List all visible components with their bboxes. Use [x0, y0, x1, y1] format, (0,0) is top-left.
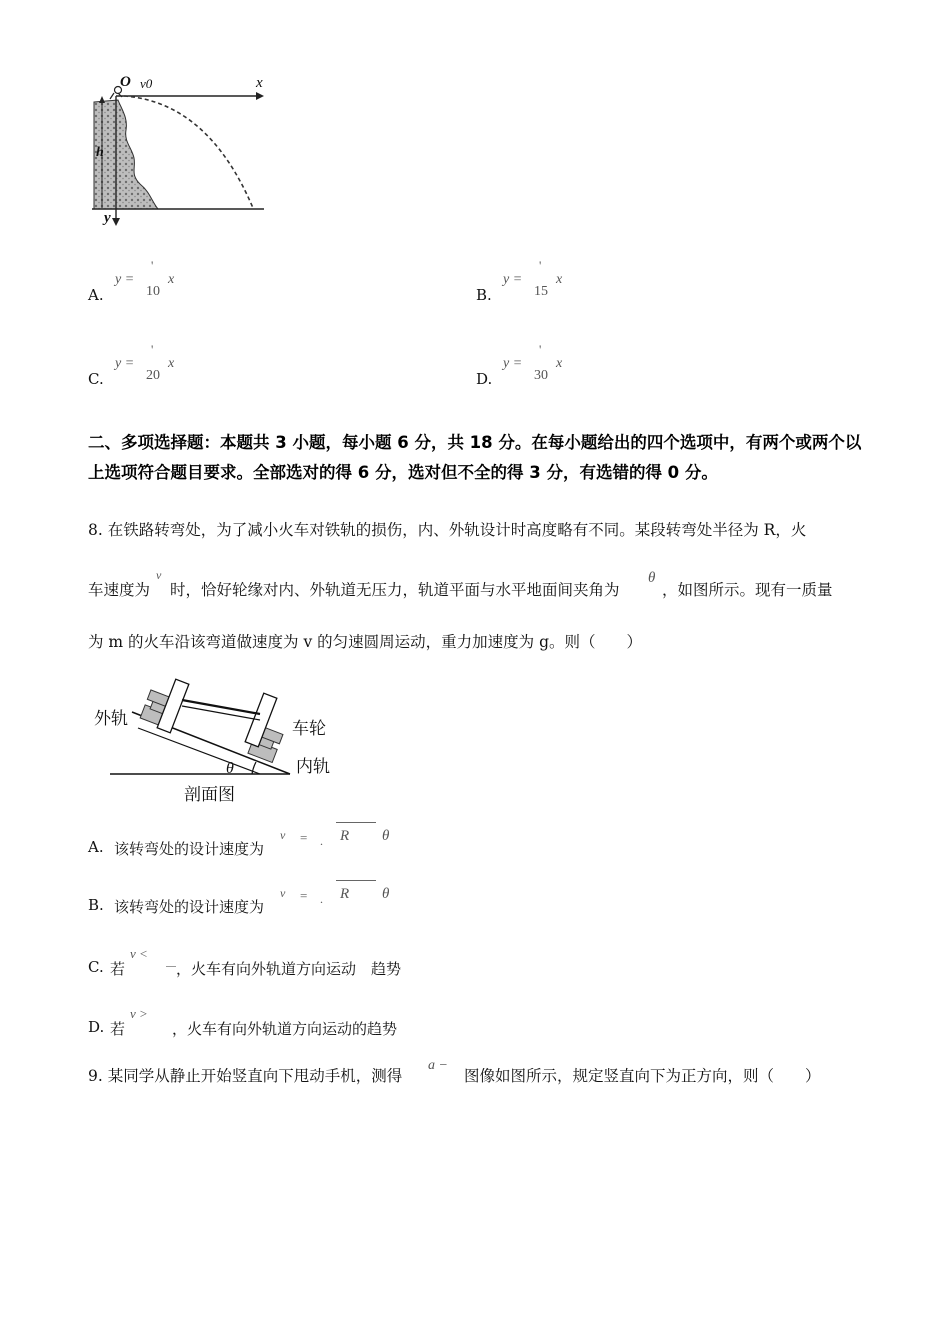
- track-diagram: [92, 670, 352, 810]
- option-theta: θ: [382, 828, 390, 844]
- q8-option-a[interactable]: [88, 818, 488, 858]
- q8-text: ，如图所示。现有一质量: [662, 581, 833, 599]
- q9-symbol: a −: [428, 1058, 448, 1073]
- option-cond: v >: [130, 1006, 148, 1021]
- option-numerator: ': [539, 342, 542, 357]
- sqrt-bar: [336, 822, 376, 823]
- option-lhs: y =: [115, 272, 135, 287]
- q8-speed-symbol: v: [156, 568, 162, 582]
- projectile-figure: [88, 72, 278, 232]
- section-header: 二、多项选择题：本题共 3 小题，每小题 6 分，共 18 分。在每小题给出的四个选项中，有两个或两个以上选项符合题目要求。全部选对的得 6 分，选对但不全的得 3 分，有选错的得 0 分。: [88, 433, 862, 482]
- option-theta: θ: [382, 886, 390, 902]
- option-var: x: [168, 272, 175, 287]
- q8-option-c[interactable]: [88, 944, 588, 980]
- option-letter: D.: [476, 370, 493, 388]
- q9-text: 9. 某同学从静止开始竖直向下甩动手机，测得: [88, 1067, 403, 1085]
- option-numerator: ': [151, 342, 154, 357]
- option-letter: A.: [88, 838, 104, 856]
- fraction-bar: [166, 966, 176, 967]
- velocity-label: v0: [140, 76, 153, 91]
- option-denominator: 20: [146, 368, 160, 383]
- option-v: v: [280, 886, 286, 900]
- outer-rail-label: 外轨: [94, 709, 128, 728]
- q8-line3: 为 m 的火车沿该弯道做速度为 v 的匀速圆周运动，重力加速度为 g。则（ ）: [88, 633, 643, 651]
- option-var: x: [168, 356, 175, 371]
- q7-option-a[interactable]: [88, 258, 288, 308]
- x-axis-label: x: [256, 75, 263, 91]
- option-lhs: y =: [115, 356, 135, 371]
- q8-option-d[interactable]: [88, 1004, 588, 1040]
- q7-option-d[interactable]: [476, 342, 676, 392]
- y-axis-label: y: [104, 210, 111, 226]
- angle-label: θ: [226, 760, 234, 777]
- option-r: R: [340, 886, 350, 902]
- wheel-label: 车轮: [292, 719, 326, 738]
- option-letter: C.: [88, 370, 104, 388]
- q8-text: 时，恰好轮缘对内、外轨道无压力，轨道平面与水平地面间夹角为: [170, 581, 620, 599]
- option-rest: ，火车有向外轨道方向运动 趋势: [176, 960, 402, 978]
- q7-option-b[interactable]: [476, 258, 676, 308]
- option-denominator: 30: [534, 368, 548, 383]
- option-denominator: 15: [534, 284, 548, 299]
- option-var: x: [556, 272, 563, 287]
- q8-line2: [88, 566, 868, 606]
- option-cond: v <: [130, 946, 148, 961]
- projectile-diagram: [88, 72, 278, 232]
- option-rest: ，火车有向外轨道方向运动的趋势: [172, 1020, 398, 1038]
- option-eq: =: [300, 830, 308, 845]
- option-text: 该转弯处的设计速度为: [114, 840, 265, 858]
- figure-caption: 剖面图: [184, 785, 235, 804]
- sqrt-bar: [336, 880, 376, 881]
- option-letter: D.: [88, 1018, 105, 1036]
- option-denominator: 10: [146, 284, 160, 299]
- option-lhs: y =: [503, 272, 523, 287]
- q7-option-c[interactable]: [88, 342, 288, 392]
- option-letter: C.: [88, 958, 104, 976]
- height-label: h: [96, 145, 104, 160]
- option-letter: B.: [88, 896, 104, 914]
- inner-rail-label: 内轨: [296, 757, 330, 776]
- option-numerator: ': [539, 258, 542, 273]
- q8-line1: 8. 在铁路转弯处，为了减小火车对铁轨的损伤，内、外轨设计时高度略有不同。某段转弯处半径为 R，火: [88, 521, 807, 539]
- q8-option-b[interactable]: [88, 876, 488, 916]
- q8-text: 车速度为: [88, 581, 151, 599]
- track-figure: [92, 670, 352, 810]
- option-v: v: [280, 828, 286, 842]
- option-numerator: ': [151, 258, 154, 273]
- option-eq: =: [300, 888, 308, 903]
- origin-label: O: [120, 74, 131, 90]
- option-ruo: 若: [110, 960, 126, 978]
- option-text: 该转弯处的设计速度为: [114, 898, 265, 916]
- option-dot: .: [320, 834, 323, 848]
- q9-line: [88, 1058, 868, 1088]
- option-dot: .: [320, 892, 323, 906]
- option-r: R: [340, 828, 350, 844]
- q9-text: 图像如图所示，规定竖直向下为正方向，则（ ）: [464, 1067, 821, 1085]
- option-lhs: y =: [503, 356, 523, 371]
- option-letter: B.: [476, 286, 492, 304]
- q8-angle-symbol: θ: [648, 570, 656, 586]
- option-letter: A.: [88, 286, 104, 304]
- option-ruo: 若: [110, 1020, 126, 1038]
- option-var: x: [556, 356, 563, 371]
